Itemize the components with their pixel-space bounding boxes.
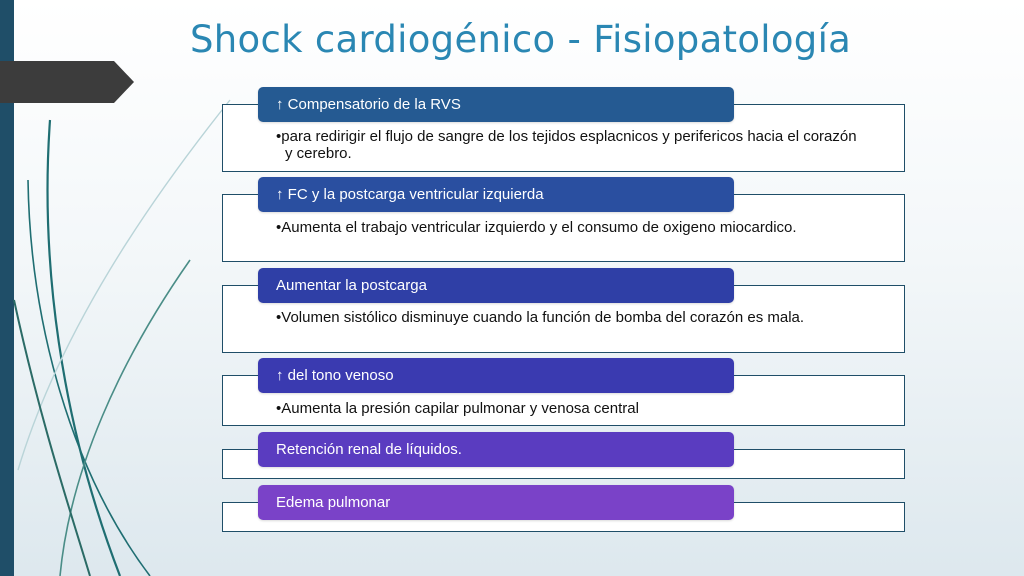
item-heading-4: ↑ del tono venoso (258, 358, 734, 393)
item-heading-2: ↑ FC y la postcarga ventricular izquierda (258, 177, 734, 212)
item-bullet-4: •Aumenta la presión capilar pulmonar y venosa central (276, 400, 639, 417)
item-heading-1: ↑ Compensatorio de la RVS (258, 87, 734, 122)
item-heading-3: Aumentar la postcarga (258, 268, 734, 303)
item-heading-5: Retención renal de líquidos. (258, 432, 734, 467)
item-bullet-3: •Volumen sistólico disminuye cuando la función de bomba del corazón es mala. (276, 309, 805, 326)
item-heading-6: Edema pulmonar (258, 485, 734, 520)
arrow-tab-shape (0, 61, 134, 103)
slide-title: Shock cardiogénico - Fisiopatología (190, 18, 852, 61)
item-bullet-2: •Aumenta el trabajo ventricular izquierdo y el consumo de oxigeno miocardico. (276, 219, 797, 236)
item-bullet-1: •para redirigir el flujo de sangre de los tejidos esplacnicos y perifericos hacia el corazón y cerebro. (276, 128, 857, 162)
